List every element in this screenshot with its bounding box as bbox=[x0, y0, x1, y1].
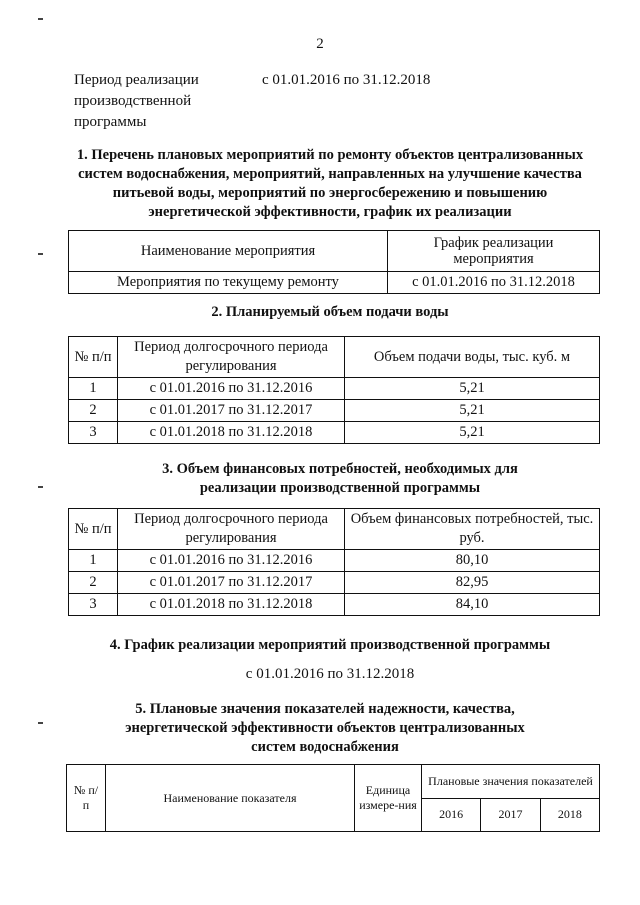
table-row bbox=[69, 572, 600, 594]
period-label: Период реализации производственной программы bbox=[74, 72, 199, 130]
header-cell: Объем подачи воды, тыс. куб. м bbox=[345, 337, 600, 378]
section1-table bbox=[68, 230, 600, 294]
table-cell: с 01.01.2017 по 31.12.2017 bbox=[118, 400, 345, 422]
scan-mark bbox=[38, 722, 43, 724]
section3-title: 3. Объем финансовых потребностей, необходимых для реализации производственной программы bbox=[162, 461, 518, 496]
header-cell: Наименование показателя bbox=[106, 765, 355, 832]
table-cell: 5,21 bbox=[345, 400, 600, 422]
table-cell: 82,95 bbox=[345, 572, 600, 594]
table-row bbox=[69, 400, 600, 422]
section2-table bbox=[68, 336, 600, 444]
table-cell: 84,10 bbox=[345, 594, 600, 616]
table-header-row bbox=[67, 765, 600, 799]
table-row bbox=[69, 422, 600, 444]
header-cell: № п/п bbox=[67, 765, 106, 832]
scan-mark bbox=[38, 486, 43, 488]
section1-title: 1. Перечень плановых мероприятий по ремонту объектов централизованных систем водоснабжения, мероприятий, направленных на улучшение качества питьевой воды, мероприятий по энергосбережению и повышению энергетической эффективности, график их реализации bbox=[76, 147, 584, 220]
header-cell: № п/п bbox=[69, 337, 118, 378]
section4-period: с 01.01.2016 по 31.12.2018 bbox=[245, 666, 415, 682]
table-cell: 3 bbox=[69, 594, 118, 616]
table-row bbox=[69, 378, 600, 400]
header-cell: Наименование мероприятия bbox=[69, 231, 388, 272]
table-cell: с 01.01.2016 по 31.12.2018 bbox=[388, 272, 600, 294]
table-cell: 2 bbox=[69, 400, 118, 422]
header-cell: Период долгосрочного периода регулирования bbox=[118, 337, 345, 378]
table-cell: 2 bbox=[69, 572, 118, 594]
section5-table bbox=[66, 764, 600, 832]
section2-title: 2. Планируемый объем подачи воды bbox=[211, 304, 449, 320]
table-cell: с 01.01.2018 по 31.12.2018 bbox=[118, 422, 345, 444]
table-cell: 1 bbox=[69, 378, 118, 400]
table-cell: 80,10 bbox=[345, 550, 600, 572]
scan-mark bbox=[38, 253, 43, 255]
section5-title: 5. Плановые значения показателей надежности, качества, энергетической эффективности объектов централизованных систем водоснабжения bbox=[125, 701, 525, 755]
table-header-row bbox=[69, 337, 600, 378]
table-row bbox=[69, 550, 600, 572]
section3-table bbox=[68, 508, 600, 616]
table-row bbox=[69, 272, 600, 294]
table-cell: 1 bbox=[69, 550, 118, 572]
header-cell: Период долгосрочного периода регулирования bbox=[118, 509, 345, 550]
year-cell: 2018 bbox=[540, 798, 599, 832]
header-cell: Плановые значения показателей bbox=[422, 765, 600, 799]
scan-mark bbox=[38, 18, 43, 20]
header-cell: Единица измере-ния bbox=[355, 765, 422, 832]
table-cell: с 01.01.2017 по 31.12.2017 bbox=[118, 572, 345, 594]
table-cell: с 01.01.2016 по 31.12.2016 bbox=[118, 550, 345, 572]
table-row bbox=[69, 594, 600, 616]
table-cell: 5,21 bbox=[345, 422, 600, 444]
year-cell: 2017 bbox=[481, 798, 540, 832]
table-cell: с 01.01.2016 по 31.12.2016 bbox=[118, 378, 345, 400]
table-header-row bbox=[69, 509, 600, 550]
page-number: 2 bbox=[316, 36, 324, 52]
header-cell: Объем финансовых потребностей, тыс. руб. bbox=[345, 509, 600, 550]
table-cell: Мероприятия по текущему ремонту bbox=[69, 272, 388, 294]
section4-title: 4. График реализации мероприятий производственной программы bbox=[109, 637, 551, 653]
table-cell: 5,21 bbox=[345, 378, 600, 400]
table-cell: 3 bbox=[69, 422, 118, 444]
header-cell: График реализации мероприятия bbox=[388, 231, 600, 272]
period-value: с 01.01.2016 по 31.12.2018 bbox=[262, 72, 431, 88]
year-cell: 2016 bbox=[422, 798, 481, 832]
table-cell: с 01.01.2018 по 31.12.2018 bbox=[118, 594, 345, 616]
header-cell: № п/п bbox=[69, 509, 118, 550]
table-header-row bbox=[69, 231, 600, 272]
